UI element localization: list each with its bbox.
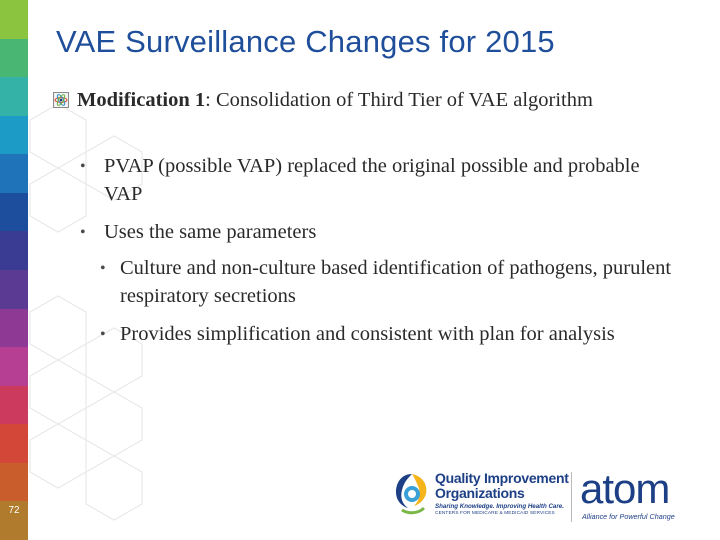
list-item [80,218,664,246]
color-stripe [0,347,28,386]
bullet-dot-icon: • [100,326,106,343]
qio-tagline: Sharing Knowledge. Improving Health Care. [435,503,564,510]
color-stripe [0,386,28,425]
color-stripe [0,424,28,463]
color-stripe [0,231,28,270]
list-item [80,152,664,208]
bullet-dot-icon: • [100,260,106,277]
logo-divider [571,472,572,522]
color-stripe [0,309,28,348]
sub-bullet-text: Culture and non-culture based identification of pathogens, purulent respiratory secretions [120,257,672,307]
modification-text: : Consolidation of Third Tier of VAE algorithm [205,89,593,111]
atom-bullet-icon [53,92,69,108]
qio-cms-text: CENTERS FOR MEDICARE & MEDICAID SERVICES [435,511,555,516]
list-item [100,254,680,310]
color-stripe [0,39,28,78]
color-stripe [0,270,28,309]
bullet-text: PVAP (possible VAP) replaced the original possible and probable VAP [104,155,640,205]
qio-logo-icon [392,470,432,516]
page-title: VAE Surveillance Changes for 2015 [56,24,555,59]
atom-logo-text: atom [580,465,670,512]
color-stripe [0,193,28,232]
bullet-dot-icon: • [80,224,86,241]
page-number: 72 [8,505,20,516]
bullet-dot-icon: • [80,158,86,175]
footer-logos [390,464,710,534]
sub-bullet-text: Provides simplification and consistent with plan for analysis [120,323,615,345]
color-stripe [0,116,28,155]
color-stripe [0,77,28,116]
bullet-text: Uses the same parameters [104,221,317,243]
modification-item [77,86,637,114]
color-stripe [0,463,28,502]
color-stripe [0,0,28,39]
color-stripe [0,154,28,193]
atom-tagline: Alliance for Powerful Change [582,512,675,521]
qio-name: Quality Improvement Organizations [435,470,569,501]
color-stripe-sidebar [0,0,28,540]
list-item [100,320,680,348]
modification-label: Modification 1 [77,89,206,111]
